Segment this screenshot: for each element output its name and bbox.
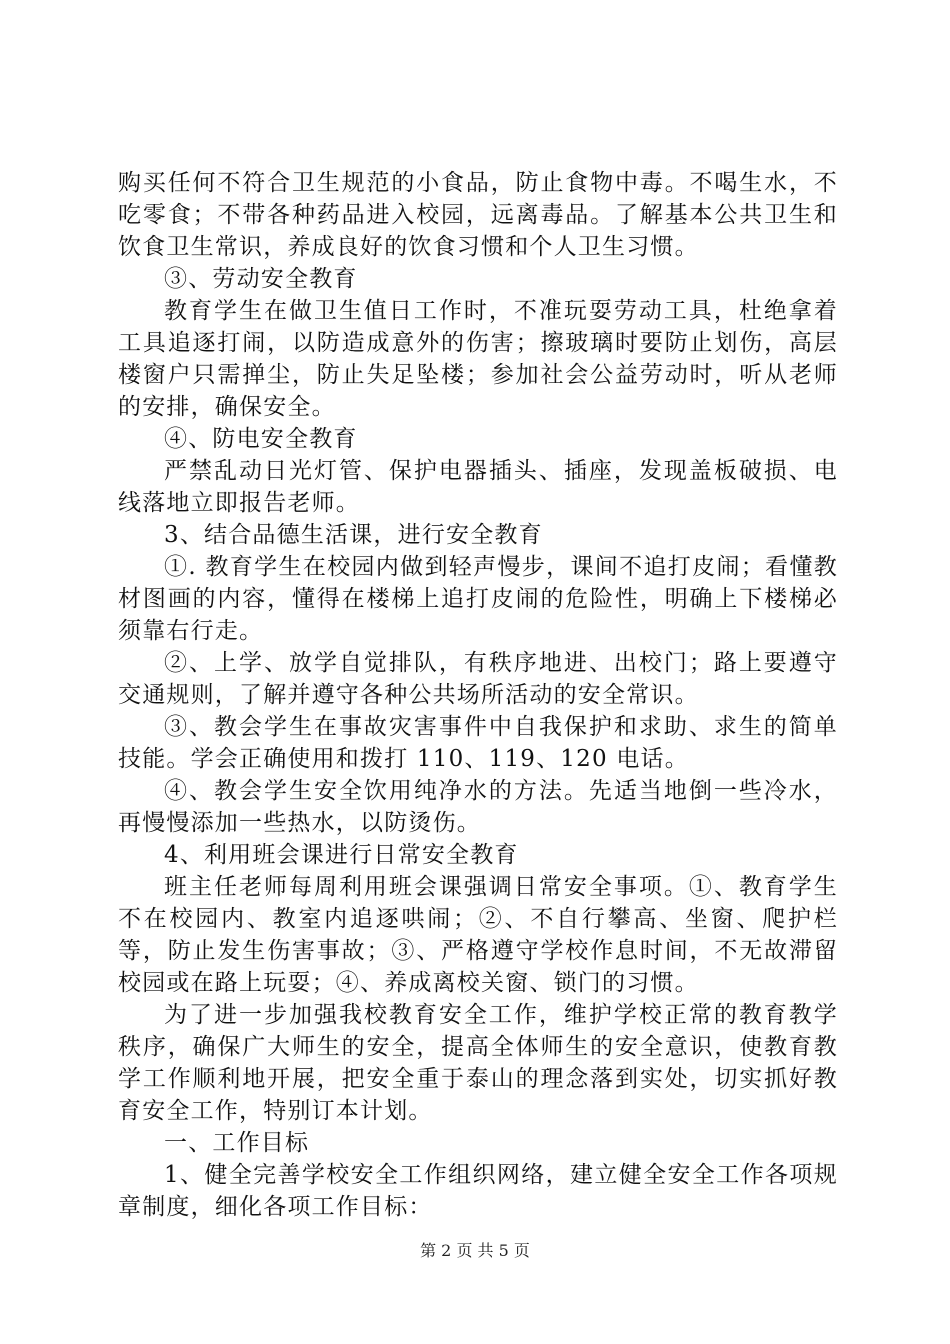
heading-electric-safety: ④、防电安全教育 bbox=[164, 426, 358, 452]
paragraph-labor-safety: 教育学生在做卫生值日工作时，不准玩耍劳动工具，杜绝拿着工具追逐打闹，以防造成意外的伤害；擦玻璃时要防止划伤，高层楼窗户只需掸尘，防止失足坠楼；参加社会公益劳动时，听从老师的安排，确保安全。 bbox=[118, 298, 838, 420]
paragraph-moral-item-1: ①. 教育学生在校园内做到轻声慢步，课间不追打皮闹；看懂教材图画的内容，懂得在楼梯上追打皮闹的危险性，明确上下楼梯必须靠右行走。 bbox=[118, 554, 838, 644]
paragraph-moral-item-2: ②、上学、放学自觉排队，有秩序地进、出校门；路上要遵守交通规则，了解并遵守各种公共场所活动的安全常识。 bbox=[118, 650, 838, 708]
paragraph-goal-1: 1、健全完善学校安全工作组织网络，建立健全安全工作各项规章制度，细化各项工作目标： bbox=[118, 1162, 838, 1220]
paragraph-class-meeting: 班主任老师每周利用班会课强调日常安全事项。①、教育学生不在校园内、教室内追逐哄闹；②、不自行攀高、坐窗、爬护栏等，防止发生伤害事故；③、严格遵守学校作息时间，不无故滞留校园或在路上玩耍；④、养成离校关窗、锁门的习惯。 bbox=[118, 874, 838, 996]
paragraph-plan-purpose: 为了进一步加强我校教育安全工作，维护学校正常的教育教学秩序，确保广大师生的安全，提高全体师生的安全意识，使教育教学工作顺利地开展，把安全重于泰山的理念落到实处，切实抓好教育安全工作，特别订本计划。 bbox=[118, 1002, 838, 1124]
paragraph-moral-item-4: ④、教会学生安全饮用纯净水的方法。先适当地倒一些冷水，再慢慢添加一些热水，以防烫伤。 bbox=[118, 778, 838, 836]
paragraph-continuation: 购买任何不符合卫生规范的小食品，防止食物中毒。不喝生水，不吃零食；不带各种药品进入校园，远离毒品。了解基本公共卫生和饮食卫生常识，养成良好的饮食习惯和个人卫生习惯。 bbox=[118, 170, 838, 260]
paragraph-electric-safety: 严禁乱动日光灯管、保护电器插头、插座，发现盖板破损、电线落地立即报告老师。 bbox=[118, 458, 838, 516]
heading-labor-safety: ③、劳动安全教育 bbox=[164, 266, 358, 292]
heading-class-meeting: 4、利用班会课进行日常安全教育 bbox=[164, 842, 519, 868]
heading-work-goals: 一、工作目标 bbox=[164, 1130, 310, 1156]
paragraph-moral-item-3: ③、教会学生在事故灾害事件中自我保护和求助、求生的简单技能。学会正确使用和拨打 110、119、120 电话。 bbox=[118, 714, 838, 772]
document-body bbox=[118, 167, 838, 1223]
page-footer: 第 2 页 共 5 页 bbox=[420, 1241, 530, 1260]
heading-moral-class: 3、结合品德生活课，进行安全教育 bbox=[164, 522, 543, 548]
